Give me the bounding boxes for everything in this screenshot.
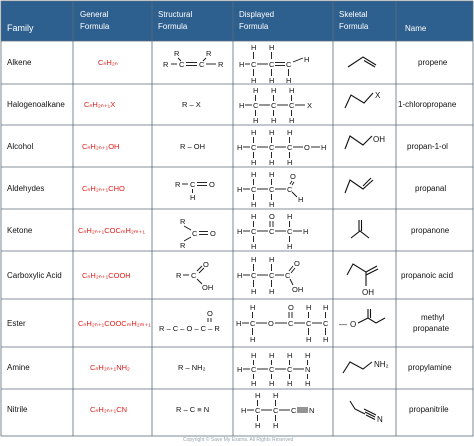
name-cell: propanal	[415, 184, 447, 193]
svg-text:R: R	[175, 180, 181, 189]
skeletal-label: OH	[362, 288, 374, 297]
family-cell: Aldehydes	[7, 184, 45, 193]
svg-text:H: H	[271, 86, 277, 95]
svg-text:H: H	[321, 143, 327, 152]
svg-text:H: H	[271, 116, 277, 125]
family-cell: Alcohol	[7, 142, 34, 151]
svg-text:H: H	[251, 43, 257, 52]
skeletal-formula-propanone	[351, 220, 369, 238]
svg-text:H: H	[303, 227, 309, 236]
svg-text:O: O	[304, 143, 310, 152]
structural-formula-alcohol: R – OH	[180, 142, 206, 151]
copyright-notice: Copyright © Save My Exams. All Rights Reserved	[183, 437, 294, 443]
displayed-formula-propanitrile	[241, 391, 314, 430]
name-cell: propanoic acid	[401, 271, 454, 280]
svg-text:H: H	[239, 60, 245, 69]
svg-text:O: O	[268, 319, 274, 328]
general-formula-cell: CₙH₂ₙ	[98, 58, 118, 67]
displayed-formula-propene	[239, 43, 309, 85]
svg-text:H: H	[251, 351, 257, 360]
svg-text:C: C	[255, 406, 261, 415]
name-cell: propanate	[413, 324, 450, 333]
structural-formula-halogenoalkane: R – X	[182, 100, 201, 109]
svg-text:H: H	[190, 193, 196, 202]
name-cell: propylamine	[408, 363, 452, 372]
general-formula-column	[78, 58, 151, 414]
svg-text:H: H	[269, 128, 275, 137]
svg-text:H: H	[286, 76, 292, 85]
structural-formula-aldehyde	[175, 180, 215, 202]
svg-text:C: C	[191, 271, 197, 280]
svg-text:H: H	[273, 421, 279, 430]
svg-text:O: O	[203, 260, 209, 269]
skeletal-formula-propanoic-acid	[347, 264, 378, 297]
header-family: Family	[7, 23, 34, 33]
svg-text:R: R	[174, 49, 180, 58]
skeletal-formula-propan-1-ol	[345, 135, 385, 149]
svg-text:H: H	[269, 287, 275, 296]
svg-text:X: X	[307, 101, 313, 110]
header-general-formula-line1: General	[80, 10, 109, 19]
svg-text:C: C	[323, 319, 329, 328]
svg-text:H: H	[251, 379, 257, 388]
displayed-formula-column	[236, 43, 329, 430]
svg-text:H: H	[237, 143, 243, 152]
general-formula-cell: CₙH₂ₙ₊₁CN	[90, 405, 128, 414]
name-cell: propene	[418, 58, 448, 67]
svg-text:R: R	[206, 49, 212, 58]
svg-text:H: H	[239, 101, 245, 110]
displayed-formula-propanal	[237, 170, 303, 209]
family-cell: Halogenoalkane	[7, 100, 65, 109]
header-general-formula-line2: Formula	[80, 22, 110, 31]
svg-text:H: H	[287, 379, 293, 388]
svg-text:C: C	[253, 101, 259, 110]
svg-text:H: H	[251, 212, 257, 221]
svg-text:H: H	[251, 158, 257, 167]
family-cell: Amine	[7, 363, 30, 372]
svg-text:O: O	[207, 309, 213, 318]
svg-text:C: C	[287, 365, 293, 374]
svg-text:H: H	[287, 242, 293, 251]
svg-text:H: H	[255, 421, 261, 430]
displayed-formula-propanone	[237, 212, 308, 251]
svg-text:OH: OH	[202, 283, 214, 292]
svg-text:C: C	[306, 319, 312, 328]
svg-text:R – C – O – C – R: R – C – O – C – R	[159, 324, 220, 333]
svg-text:H: H	[251, 255, 257, 264]
family-column	[7, 58, 65, 414]
svg-text:H: H	[251, 287, 257, 296]
structural-formula-column	[159, 49, 224, 414]
name-cell: 1-chloropropane	[398, 100, 457, 109]
svg-text:C: C	[273, 406, 279, 415]
svg-text:C: C	[251, 271, 257, 280]
header-structural-formula-line1: Structural	[158, 10, 193, 19]
svg-text:C: C	[251, 60, 257, 69]
svg-text:H: H	[255, 391, 261, 400]
svg-text:H: H	[269, 200, 275, 209]
svg-text:H: H	[237, 185, 243, 194]
svg-text:H: H	[269, 255, 275, 264]
svg-text:H: H	[323, 303, 329, 312]
svg-text:C: C	[251, 185, 257, 194]
structural-formula-ketone	[180, 217, 216, 250]
svg-text:R: R	[180, 217, 186, 226]
svg-text:H: H	[237, 365, 243, 374]
svg-text:H: H	[251, 242, 257, 251]
svg-text:H: H	[269, 76, 275, 85]
svg-text:H: H	[251, 76, 257, 85]
name-cell: propanone	[411, 226, 450, 235]
svg-text:H: H	[273, 391, 279, 400]
name-cell: propanitrile	[409, 405, 449, 414]
displayed-formula-methyl-propanoate	[236, 303, 329, 344]
svg-text:C: C	[271, 101, 277, 110]
svg-text:H: H	[237, 271, 243, 280]
svg-text:C: C	[269, 227, 275, 236]
general-formula-cell: CₙH₂ₙ₊₁OH	[82, 142, 120, 151]
svg-text:H: H	[251, 170, 257, 179]
svg-text:C: C	[287, 227, 293, 236]
svg-text:O: O	[294, 259, 300, 268]
skeletal-formula-1-chloropropane	[345, 91, 381, 108]
skeletal-formula-propanal	[345, 178, 373, 193]
family-cell: Nitrile	[7, 405, 28, 414]
svg-text:O: O	[210, 229, 216, 238]
svg-text:H: H	[305, 379, 311, 388]
svg-text:R: R	[176, 271, 182, 280]
svg-text:—: —	[339, 320, 347, 329]
family-cell: Alkene	[7, 58, 32, 67]
svg-text:O: O	[290, 172, 296, 181]
structural-formula-nitrile: R – C ≡ N	[176, 405, 210, 414]
svg-text:C: C	[250, 319, 256, 328]
svg-text:H: H	[241, 406, 247, 415]
displayed-formula-propan-1-ol	[237, 128, 326, 167]
svg-text:H: H	[287, 212, 293, 221]
svg-text:C: C	[269, 365, 275, 374]
svg-text:C: C	[288, 319, 294, 328]
svg-text:H: H	[306, 303, 312, 312]
svg-text:C: C	[199, 60, 205, 69]
svg-text:H: H	[287, 351, 293, 360]
svg-text:H: H	[298, 195, 304, 204]
general-formula-cell: CₙH₂ₙ₊₁COCₘH₂ₘ₊₁	[78, 226, 146, 235]
general-formula-cell: CₙH₂ₙ₊₁COOH	[82, 271, 131, 280]
structural-formula-carboxylic-acid	[176, 260, 213, 292]
svg-text:H: H	[269, 43, 275, 52]
skeletal-formula-methyl-propanoate	[339, 309, 385, 329]
svg-text:C: C	[269, 185, 275, 194]
svg-text:C: C	[289, 101, 295, 110]
svg-text:C: C	[251, 227, 257, 236]
svg-text:H: H	[287, 158, 293, 167]
skeletal-label: OH	[373, 135, 385, 144]
svg-text:C: C	[179, 60, 185, 69]
svg-text:C: C	[287, 143, 293, 152]
svg-text:N: N	[309, 406, 315, 415]
header-skeletal-formula-line2: Formula	[339, 22, 369, 31]
skeletal-formula-column	[339, 57, 389, 424]
name-cell: methyl	[421, 313, 445, 322]
svg-text:O: O	[288, 303, 294, 312]
svg-text:H: H	[253, 86, 259, 95]
header-structural-formula-line2: Formula	[158, 22, 188, 31]
displayed-formula-propanoic-acid	[237, 255, 303, 296]
svg-text:H: H	[304, 55, 310, 64]
skeletal-formula-propylamine	[343, 360, 389, 373]
svg-text:C: C	[192, 229, 198, 238]
svg-text:C: C	[269, 271, 275, 280]
header-name: Name	[405, 24, 427, 33]
svg-text:R: R	[163, 60, 169, 69]
svg-text:H: H	[269, 170, 275, 179]
svg-text:H: H	[251, 200, 257, 209]
svg-text:H: H	[287, 128, 293, 137]
header-skeletal-formula-line1: Skeletal	[339, 10, 368, 19]
svg-text:H: H	[250, 303, 256, 312]
name-column	[398, 58, 457, 414]
structural-formula-amine: R – NH₂	[178, 363, 206, 372]
svg-text:C: C	[251, 143, 257, 152]
general-formula-cell: CₙH₂ₙ₊₁X	[84, 100, 116, 109]
svg-text:H: H	[323, 335, 329, 344]
header-displayed-formula-line2: Formula	[239, 22, 269, 31]
svg-text:C: C	[269, 143, 275, 152]
displayed-formula-1-chloropropane	[239, 86, 312, 125]
structural-formula-ester	[159, 309, 220, 333]
svg-text:H: H	[289, 116, 295, 125]
svg-text:C: C	[286, 60, 292, 69]
skeletal-label: N	[377, 415, 383, 424]
name-cell: propan-1-ol	[407, 142, 448, 151]
svg-text:H: H	[250, 335, 256, 344]
skeletal-formula-propanitrile	[350, 401, 383, 424]
svg-text:H: H	[236, 319, 242, 328]
general-formula-cell: CₙH₂ₙ₊₁NH₂	[90, 363, 130, 372]
svg-text:N: N	[305, 365, 311, 374]
svg-text:C: C	[251, 365, 257, 374]
displayed-formula-propylamine	[237, 351, 310, 388]
svg-text:H: H	[269, 158, 275, 167]
svg-text:OH: OH	[292, 285, 304, 294]
svg-text:R: R	[180, 241, 186, 250]
svg-text:H: H	[251, 128, 257, 137]
svg-text:C: C	[291, 406, 297, 415]
table-header	[1, 1, 473, 41]
family-cell: Ketone	[7, 226, 33, 235]
header-displayed-formula-line1: Displayed	[239, 10, 275, 19]
svg-text:C: C	[190, 180, 196, 189]
skeletal-label: NH₂	[374, 360, 389, 369]
family-cell: Carboxylic Acid	[7, 271, 62, 280]
svg-text:H: H	[305, 351, 311, 360]
skeletal-label: O	[350, 320, 357, 329]
general-formula-cell: CₙH₂ₙ₊₁COOCₘH₂ₘ₊₁	[78, 319, 151, 328]
svg-text:O: O	[269, 212, 275, 221]
svg-text:C: C	[269, 60, 275, 69]
family-cell: Ester	[7, 319, 26, 328]
svg-text:H: H	[253, 116, 259, 125]
structural-formula-alkene	[163, 49, 224, 69]
svg-text:C: C	[287, 185, 293, 194]
svg-text:O: O	[209, 180, 215, 189]
skeletal-formula-propene	[348, 57, 376, 67]
svg-text:H: H	[269, 351, 275, 360]
svg-text:H: H	[237, 227, 243, 236]
header-background	[1, 1, 473, 41]
svg-text:H: H	[306, 335, 312, 344]
svg-text:R: R	[218, 60, 224, 69]
skeletal-label: X	[375, 91, 381, 100]
svg-text:C: C	[285, 271, 291, 280]
svg-text:H: H	[289, 86, 295, 95]
svg-text:H: H	[269, 379, 275, 388]
general-formula-cell: CₙH₂ₙ₊₁CHO	[82, 184, 125, 193]
